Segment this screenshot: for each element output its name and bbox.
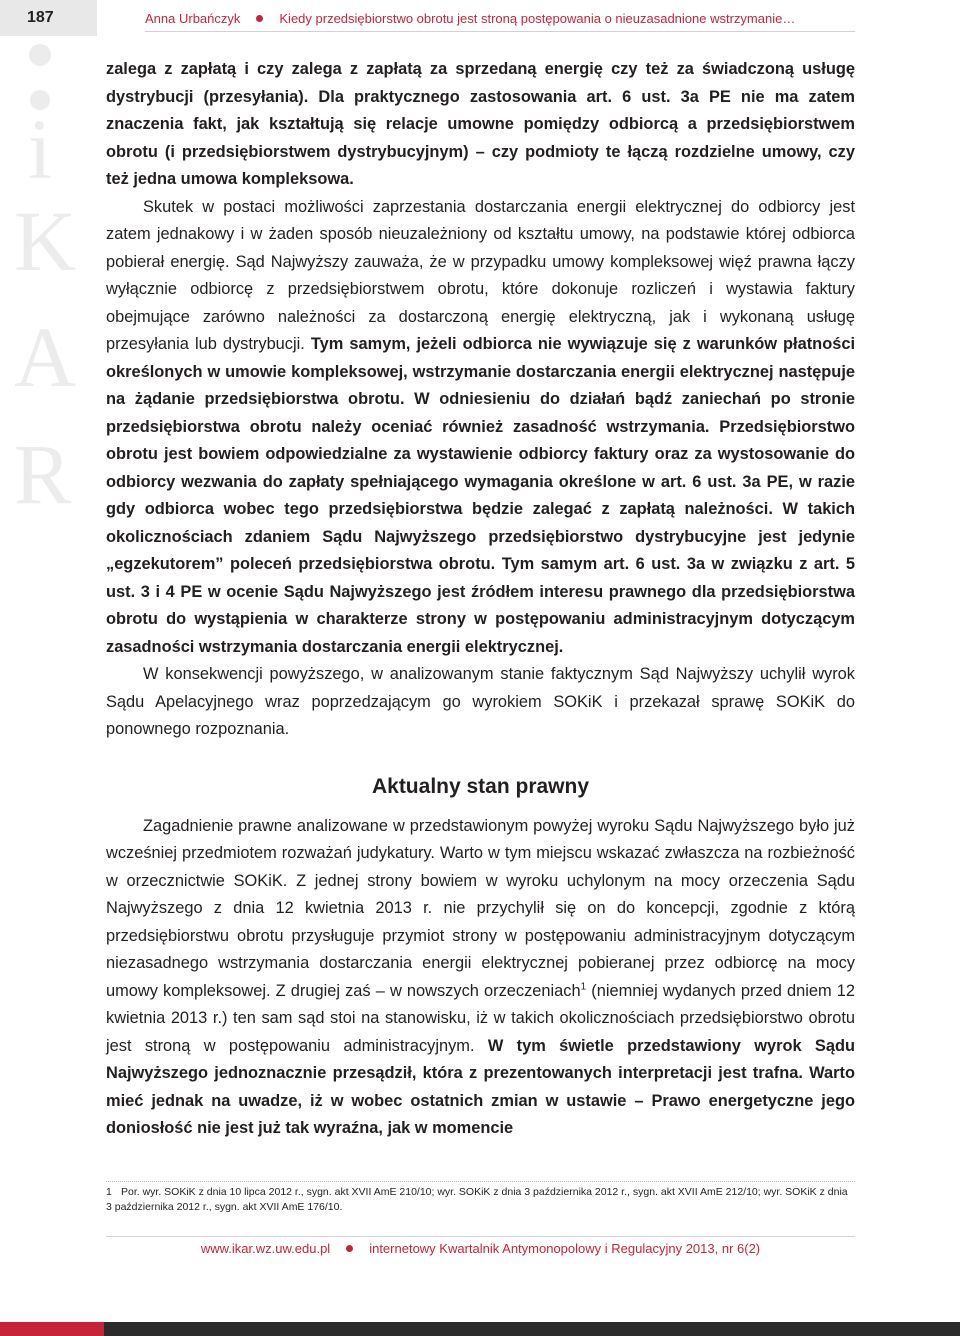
paragraph <box>106 813 855 1143</box>
bullet-icon <box>346 1245 353 1252</box>
logo-letter-k: K <box>14 193 77 289</box>
footnote-text: Por. wyr. SOKiK z dnia 10 lipca 2012 r., sygn. akt XVII AmE 210/10; wyr. SOKiK z dnia 3 października 2012 r., sygn. akt XVII AmE 212/10; wyr. SOKiK z dnia 3 października 2012 r., sygn. akt XVII AmE 176/10. <box>106 1186 848 1213</box>
side-logo-ikar <box>0 36 104 536</box>
header-author: Anna Urbańczyk <box>145 11 241 26</box>
logo-letter-a: A <box>14 309 77 405</box>
paragraph-text: Zagadnienie prawne analizowane w przedstawionym powyżej wyroku Sądu Najwyższego było już wcześniej przedmiotem rozważań judykatury. Warto w tym miejscu wskazać zwłaszcza na rozbieżność w orzecznictwie SOKiK. Z jednej strony bowiem w wyroku uchylonym na mocy orzeczenia Sądu Najwyższego z dnia 12 kwietnia 2013 r. nie przychylił się on do koncepcji, zgodnie z którą przedsiębiorstwu obrotu przysługuje przymiot strony w postępowaniu administracyjnym dotyczącym niezasadnego wstrzymania dostarczania energii elektrycznej pobieranej przez odbiorcę na mocy umowy kompleksowej. Z drugiej zaś – w nowszych orzeczeniach <box>106 816 855 1000</box>
paragraph: zalega z zapłatą i czy zalega z zapłatą za sprzedaną energię czy też za świadczoną usługę dystrybucji (przesyłania). Dla praktycznego zastosowania art. 6 ust. 3a PE nie ma zatem znaczenia fakt, jak kształtują się relacje umowne pomiędzy odbiorcą a przedsiębiorstwem obrotu (i przedsiębiorstwem dystrybucyjnym) – czy podmioty te łączą rozdzielne umowy, czy też jedna umowa kompleksowa. <box>106 60 855 188</box>
footnote-reference[interactable]: 1 <box>580 981 587 993</box>
logo-dot-icon <box>29 44 51 66</box>
article-body <box>106 56 855 1143</box>
paragraph-bold-text: Tym samym, jeżeli odbiorca nie wywiązuje się z warunków płatności określonych w umowie kompleksowej, wstrzymanie dostarczania energii elektrycznej następuje na żądanie przedsiębiorstwa obrotu. W odniesieniu do działań bądź zaniechań po stronie przedsiębiorstwa obrotu należy oceniać również zasadność wstrzymania. Przedsiębiorstwo obrotu jest bowiem odpowiedzialne za wystawienie odbiorcy faktury oraz za wystosowanie do odbiorcy wezwania do zapłaty spełniającego wymagania określone w art. 6 ust. 3a PE, w razie gdy odbiorca wobec tego przedsiębiorstwa będzie zalegać z zapłatą należności. W takich okolicznościach zdaniem Sądu Najwyższego przedsiębiorstwo dystrybucyjne jest jedynie „egzekutorem” poleceń przedsiębiorstwa obrotu. Tym samym art. 6 ust. 3a w związku z art. 5 ust. 3 i 4 PE w ocenie Sądu Najwyższego jest źródłem interesu prawnego dla przedsiębiorstwa obrotu do wystąpienia w charakterze strony w postępowaniu administracyjnym dotyczącym zasadności wstrzymania dostarczania energii elektrycznej. <box>106 335 855 656</box>
paragraph: W konsekwencji powyższego, w analizowanym stanie faktycznym Sąd Najwyższy uchylił wyrok Sądu Apelacyjnego wraz poprzedzającym go wyrokiem SOKiK i przekazał sprawę SOKiK do ponownego rozpoznania. <box>106 665 855 738</box>
page-number: 187 <box>0 0 97 36</box>
logo-letter-r: R <box>14 426 72 522</box>
paragraph <box>106 194 855 662</box>
section-heading: Aktualny stan prawny <box>371 774 590 798</box>
footer-url[interactable]: www.ikar.wz.uw.edu.pl <box>200 1241 331 1256</box>
bullet-icon <box>256 15 263 22</box>
bottom-bar-accent <box>0 1322 104 1336</box>
bottom-bar <box>0 1322 960 1336</box>
footnote <box>106 1185 855 1215</box>
paragraph-text: (niemniej wydanych przed dniem 12 kwietnia 2013 r.) ten sam sąd stoi na stanowisku, iż w takich okolicznościach przedsiębiorstwo obrotu jest stroną w postępowaniu administracyjnym. <box>106 981 855 1055</box>
header-title: Kiedy przedsiębiorstwo obrotu jest stroną postępowania o nieuzasadnione wstrzymanie… <box>279 11 796 26</box>
logo-letter-i: i <box>28 101 52 197</box>
running-footer <box>106 1236 855 1256</box>
footnote-divider <box>106 1181 855 1182</box>
paragraph-text: Skutek w postaci możliwości zaprzestania dostarczania energii elektrycznej do odbiorcy jest zatem jednakowy i w żaden sposób nieuzależniony od kształtu umowy, na podstawie której odbiorca pobierał energię. Sąd Najwyższy zauważa, że w przypadku umowy kompleksowej więź prawna łączy wyłącznie odbiorcę z przedsiębiorstwem obrotu, które dokonuje rozliczeń i wystawia faktury obejmujące zarówno należności za dostarczoną energię elektryczną, jak i wykonaną usługę przesyłania lub dystrybucji. <box>106 197 855 353</box>
running-header <box>145 11 855 32</box>
paragraph-bold-text: W tym świetle przedstawiony wyrok Sądu Najwyższego jednoznacznie przesądził, która z prezentowanych interpretacji jest trafna. Warto mieć jednak na uwadze, iż w wobec ostatnich zmian w ustawie – Prawo energetyczne jego doniosłość nie jest już tak wyraźna, jak w momencie <box>106 1036 856 1137</box>
footer-journal: internetowy Kwartalnik Antymonopolowy i Regulacyjny 2013, nr 6(2) <box>369 1241 761 1256</box>
footnote-number: 1 <box>106 1186 112 1198</box>
